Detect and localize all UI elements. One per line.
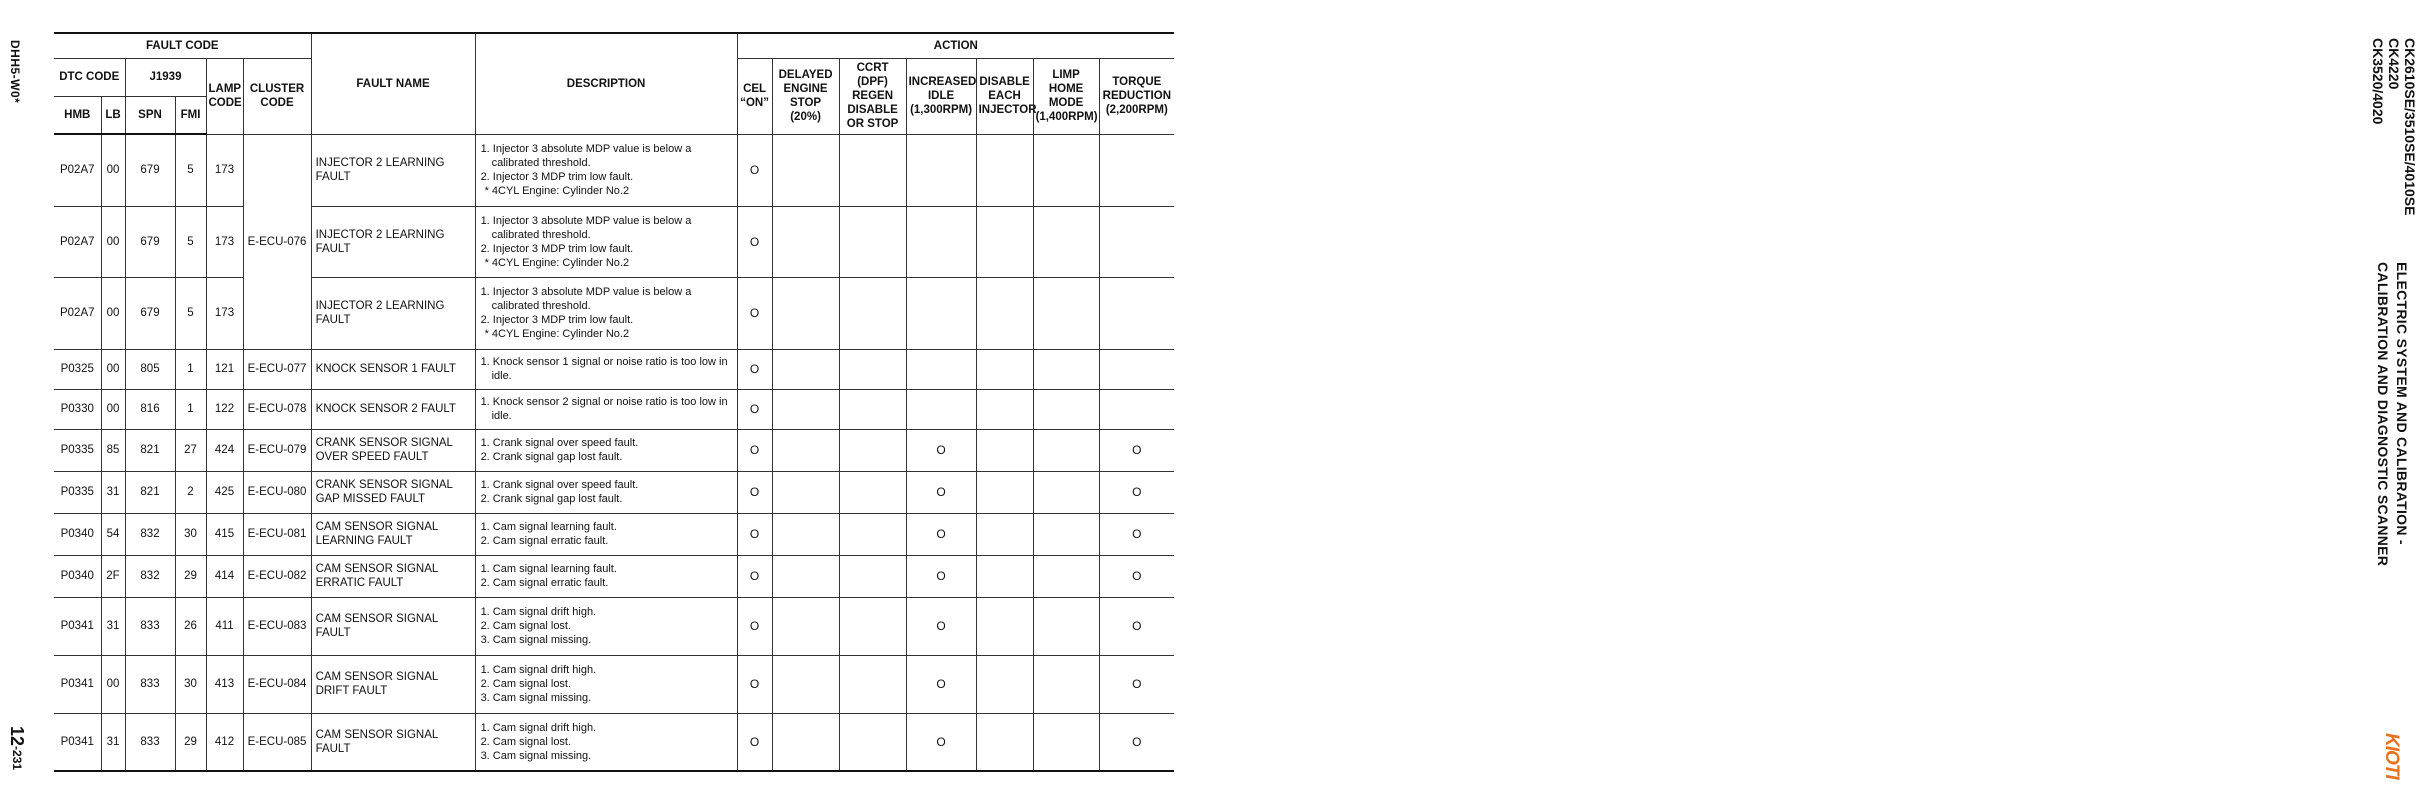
hmb-cell: P0335	[54, 471, 101, 513]
table-row	[54, 555, 1174, 597]
action-mark: O	[1132, 734, 1142, 749]
lb-cell: 00	[101, 277, 125, 349]
lamp-code-cell: 415	[206, 513, 243, 555]
description-cell	[475, 513, 737, 555]
action-idle-cell	[906, 655, 976, 713]
lamp-code-cell: 412	[206, 713, 243, 771]
action-delayed-cell	[772, 597, 839, 655]
action-mark: O	[936, 677, 946, 691]
fmi-cell: 5	[175, 206, 206, 277]
left-margin	[0, 0, 50, 797]
action-ccrt-cell	[839, 597, 906, 655]
action-mark: O	[1132, 527, 1142, 541]
action-idle-cell	[906, 277, 976, 349]
action-idle-cell	[906, 134, 976, 206]
action-ccrt-cell	[839, 555, 906, 597]
header-fmi: FMI	[175, 96, 206, 134]
hmb-cell: P0341	[54, 597, 101, 655]
cluster-code-cell: E-ECU-083	[243, 597, 311, 655]
action-torque-cell	[1099, 555, 1174, 597]
description-line: 2. Injector 3 MDP trim low fault.	[480, 314, 634, 326]
model-line: CK3520/4020	[2370, 38, 2386, 125]
page-number	[6, 726, 27, 770]
action-mark: O	[749, 527, 760, 541]
spn-cell: 833	[125, 713, 175, 771]
description-line: 2. Cam signal lost.	[480, 678, 572, 690]
action-delayed-cell	[772, 389, 839, 429]
action-delayed-cell	[772, 513, 839, 555]
table-row	[54, 513, 1174, 555]
action-delayed-cell	[772, 713, 839, 771]
action-mark: O	[749, 306, 760, 320]
header-dtc-code: DTC CODE	[54, 58, 125, 96]
description-cell	[475, 134, 737, 206]
action-cel-cell	[737, 429, 772, 471]
model-line: CK2610SE/3510SE/4010SE	[2402, 38, 2418, 216]
cluster-code-cell: E-ECU-080	[243, 471, 311, 513]
spn-cell: 679	[125, 134, 175, 206]
spn-cell: 805	[125, 349, 175, 389]
header-description: DESCRIPTION	[475, 33, 737, 134]
table-row	[54, 471, 1174, 513]
action-ccrt-cell	[839, 471, 906, 513]
fault-name-cell: KNOCK SENSOR 1 FAULT	[311, 349, 475, 389]
action-limp-cell	[1033, 471, 1099, 513]
cluster-code-cell: E-ECU-077	[243, 349, 311, 389]
action-limp-cell	[1033, 277, 1099, 349]
fmi-cell: 27	[175, 429, 206, 471]
action-ccrt-cell	[839, 713, 906, 771]
description-line: 1. Injector 3 absolute MDP value is below a calibrated threshold.	[480, 286, 692, 312]
action-delayed-cell	[772, 555, 839, 597]
hmb-cell: P0341	[54, 713, 101, 771]
action-mark: O	[1132, 485, 1142, 499]
action-cel-cell	[737, 349, 772, 389]
lb-cell: 31	[101, 713, 125, 771]
action-mark: O	[1132, 619, 1142, 633]
action-cel-cell	[737, 206, 772, 277]
cluster-code-cell: E-ECU-084	[243, 655, 311, 713]
action-limp-cell	[1033, 206, 1099, 277]
action-mark: O	[1132, 443, 1142, 457]
fmi-cell: 26	[175, 597, 206, 655]
action-torque-cell	[1099, 429, 1174, 471]
header-fault-name: FAULT NAME	[311, 33, 475, 134]
description-cell	[475, 277, 737, 349]
action-mark: O	[749, 485, 760, 499]
fault-rows	[54, 134, 1174, 771]
table-row	[54, 429, 1174, 471]
action-disable-cell	[976, 555, 1033, 597]
fault-name-cell: INJECTOR 2 LEARNING FAULT	[311, 206, 475, 277]
lamp-code-cell: 121	[206, 349, 243, 389]
action-idle-cell	[906, 429, 976, 471]
fmi-cell: 30	[175, 513, 206, 555]
description-cell	[475, 471, 737, 513]
action-torque-cell	[1099, 655, 1174, 713]
action-limp-cell	[1033, 349, 1099, 389]
fmi-cell: 5	[175, 134, 206, 206]
header-cel-on: CEL “ON”	[737, 58, 772, 134]
description-line: 3. Cam signal missing.	[480, 692, 592, 704]
description-line: 2. Cam signal erratic fault.	[480, 577, 609, 589]
description-line: 2. Crank signal gap lost fault.	[480, 451, 623, 463]
description-cell	[475, 349, 737, 389]
lamp-code-cell: 411	[206, 597, 243, 655]
description-cell	[475, 555, 737, 597]
section-title-line: CALIBRATION AND DIAGNOSTIC SCANNER	[2375, 262, 2391, 567]
action-cel-cell	[737, 277, 772, 349]
action-cel-cell	[737, 471, 772, 513]
action-torque-cell	[1099, 277, 1174, 349]
action-limp-cell	[1033, 713, 1099, 771]
hmb-cell: P0340	[54, 513, 101, 555]
action-delayed-cell	[772, 471, 839, 513]
action-limp-cell	[1033, 555, 1099, 597]
lb-cell: 00	[101, 389, 125, 429]
description-line: * 4CYL Engine: Cylinder No.2	[484, 256, 630, 269]
hmb-cell: P02A7	[54, 134, 101, 206]
action-torque-cell	[1099, 206, 1174, 277]
hmb-cell: P0340	[54, 555, 101, 597]
action-cel-cell	[737, 713, 772, 771]
action-ccrt-cell	[839, 429, 906, 471]
action-limp-cell	[1033, 655, 1099, 713]
action-disable-cell	[976, 597, 1033, 655]
header-j1939: J1939	[125, 58, 206, 96]
description-line: * 4CYL Engine: Cylinder No.2	[484, 185, 630, 197]
action-mark: O	[749, 677, 760, 691]
spn-cell: 816	[125, 389, 175, 429]
header-delayed-engine-stop: DELAYED ENGINE STOP (20%)	[772, 58, 839, 134]
action-disable-cell	[976, 349, 1033, 389]
action-mark: O	[749, 443, 760, 457]
header-lb: LB	[101, 96, 125, 134]
hmb-cell: P0330	[54, 389, 101, 429]
lamp-code-cell: 425	[206, 471, 243, 513]
table-row	[54, 389, 1174, 429]
lamp-code-cell: 424	[206, 429, 243, 471]
action-mark: O	[749, 163, 760, 177]
action-mark: O	[936, 569, 946, 583]
fault-name-cell: CAM SENSOR SIGNAL ERRATIC FAULT	[311, 555, 475, 597]
lamp-code-cell: 413	[206, 655, 243, 713]
action-ccrt-cell	[839, 134, 906, 206]
action-mark: O	[936, 485, 946, 499]
lb-cell: 2F	[101, 555, 125, 597]
fmi-cell: 2	[175, 471, 206, 513]
spn-cell: 821	[125, 471, 175, 513]
action-mark: O	[936, 527, 946, 541]
table-row	[54, 134, 1174, 206]
action-mark: O	[749, 569, 760, 583]
header-action: ACTION	[737, 33, 1174, 58]
description-line: 1. Crank signal over speed fault.	[480, 437, 639, 449]
lb-cell: 85	[101, 429, 125, 471]
action-mark: O	[749, 402, 760, 416]
model-list	[2370, 38, 2418, 215]
action-cel-cell	[737, 389, 772, 429]
lb-cell: 00	[101, 349, 125, 389]
action-ccrt-cell	[839, 277, 906, 349]
action-idle-cell	[906, 713, 976, 771]
spn-cell: 833	[125, 597, 175, 655]
lb-cell: 31	[101, 597, 125, 655]
description-cell	[475, 713, 737, 771]
table-row	[54, 713, 1174, 771]
lb-cell: 00	[101, 134, 125, 206]
action-disable-cell	[976, 389, 1033, 429]
description-cell	[475, 389, 737, 429]
chapter-number: 12	[7, 726, 27, 747]
action-mark: O	[1132, 677, 1142, 691]
cluster-code-cell: E-ECU-079	[243, 429, 311, 471]
action-limp-cell	[1033, 134, 1099, 206]
action-torque-cell	[1099, 513, 1174, 555]
lamp-code-cell: 122	[206, 389, 243, 429]
action-mark: O	[1132, 569, 1142, 583]
header-limp-home: LIMP HOME MODE (1,400RPM)	[1033, 58, 1099, 134]
description-line: 2. Cam signal lost.	[480, 735, 572, 748]
action-idle-cell	[906, 349, 976, 389]
spn-cell: 679	[125, 277, 175, 349]
document-code: DHH5-W0*	[8, 40, 22, 104]
action-disable-cell	[976, 429, 1033, 471]
action-disable-cell	[976, 206, 1033, 277]
section-title	[2373, 262, 2411, 566]
header-increased-idle: INCREASED IDLE (1,300RPM)	[906, 58, 976, 134]
lamp-code-cell: 173	[206, 134, 243, 206]
model-line: CK4220	[2386, 38, 2402, 90]
cluster-code-cell: E-ECU-081	[243, 513, 311, 555]
description-line: 1. Knock sensor 1 signal or noise ratio is too low in idle.	[480, 356, 728, 382]
fmi-cell: 30	[175, 655, 206, 713]
description-cell	[475, 597, 737, 655]
cluster-code-cell: E-ECU-085	[243, 713, 311, 771]
table-row	[54, 277, 1174, 349]
action-torque-cell	[1099, 471, 1174, 513]
lb-cell: 31	[101, 471, 125, 513]
action-limp-cell	[1033, 389, 1099, 429]
header-torque-reduction: TORQUE REDUCTION (2,200RPM)	[1099, 58, 1174, 134]
action-idle-cell	[906, 555, 976, 597]
header-lamp-code: LAMP CODE	[206, 58, 243, 134]
header-disable-injector: DISABLE EACH INJECTOR	[976, 58, 1033, 134]
action-idle-cell	[906, 513, 976, 555]
section-title-line: ELECTRIC SYSTEM AND CALIBRATION -	[2394, 262, 2410, 545]
description-line: 1. Cam signal learning fault.	[480, 521, 617, 533]
action-delayed-cell	[772, 277, 839, 349]
hmb-cell: P02A7	[54, 277, 101, 349]
fmi-cell: 29	[175, 555, 206, 597]
spn-cell: 821	[125, 429, 175, 471]
action-delayed-cell	[772, 134, 839, 206]
action-cel-cell	[737, 555, 772, 597]
action-cel-cell	[737, 655, 772, 713]
action-disable-cell	[976, 713, 1033, 771]
description-line: 1. Cam signal drift high.	[480, 664, 597, 676]
spn-cell: 832	[125, 555, 175, 597]
table-row	[54, 597, 1174, 655]
fmi-cell: 1	[175, 389, 206, 429]
lamp-code-cell: 173	[206, 206, 243, 277]
fault-name-cell: CAM SENSOR SIGNAL FAULT	[311, 597, 475, 655]
fault-name-cell: INJECTOR 2 LEARNING FAULT	[311, 134, 475, 206]
brand-logo: KIOTI	[2381, 733, 2402, 779]
action-mark: O	[936, 734, 946, 749]
description-line: * 4CYL Engine: Cylinder No.2	[484, 328, 630, 340]
action-torque-cell	[1099, 713, 1174, 771]
table-row	[54, 655, 1174, 713]
fault-code-table	[54, 32, 1174, 772]
lamp-code-cell: 414	[206, 555, 243, 597]
action-limp-cell	[1033, 597, 1099, 655]
fault-name-cell: CRANK SENSOR SIGNAL GAP MISSED FAULT	[311, 471, 475, 513]
hmb-cell: P0341	[54, 655, 101, 713]
action-idle-cell	[906, 206, 976, 277]
description-line: 1. Knock sensor 2 signal or noise ratio is too low in idle.	[480, 396, 728, 422]
description-cell	[475, 429, 737, 471]
description-line: 2. Injector 3 MDP trim low fault.	[480, 171, 634, 183]
fault-name-cell: CAM SENSOR SIGNAL DRIFT FAULT	[311, 655, 475, 713]
action-mark: O	[936, 619, 946, 633]
header-cluster-code: CLUSTER CODE	[243, 58, 311, 134]
description-cell	[475, 655, 737, 713]
action-delayed-cell	[772, 655, 839, 713]
table-row	[54, 349, 1174, 389]
table-row	[54, 206, 1174, 277]
description-line: 2. Crank signal gap lost fault.	[480, 493, 623, 505]
action-mark: O	[936, 443, 946, 457]
action-mark: O	[749, 234, 760, 249]
action-mark: O	[749, 734, 760, 749]
action-ccrt-cell	[839, 513, 906, 555]
lb-cell: 00	[101, 655, 125, 713]
action-disable-cell	[976, 134, 1033, 206]
action-mark: O	[749, 362, 760, 376]
spn-cell: 679	[125, 206, 175, 277]
fault-name-cell: CAM SENSOR SIGNAL FAULT	[311, 713, 475, 771]
hmb-cell: P0325	[54, 349, 101, 389]
description-line: 1. Cam signal drift high.	[480, 721, 597, 734]
action-cel-cell	[737, 597, 772, 655]
description-line: 3. Cam signal missing.	[480, 634, 592, 646]
description-line: 1. Cam signal drift high.	[480, 606, 597, 618]
action-disable-cell	[976, 655, 1033, 713]
action-limp-cell	[1033, 429, 1099, 471]
action-ccrt-cell	[839, 389, 906, 429]
action-delayed-cell	[772, 206, 839, 277]
action-torque-cell	[1099, 134, 1174, 206]
action-mark: O	[749, 619, 760, 633]
action-idle-cell	[906, 389, 976, 429]
action-limp-cell	[1033, 513, 1099, 555]
right-margin	[1180, 0, 2418, 797]
description-line: 1. Injector 3 absolute MDP value is below a calibrated threshold.	[480, 143, 692, 169]
fault-name-cell: CAM SENSOR SIGNAL LEARNING FAULT	[311, 513, 475, 555]
fmi-cell: 1	[175, 349, 206, 389]
fault-name-cell: INJECTOR 2 LEARNING FAULT	[311, 277, 475, 349]
header-spn: SPN	[125, 96, 175, 134]
action-cel-cell	[737, 134, 772, 206]
fault-name-cell: KNOCK SENSOR 2 FAULT	[311, 389, 475, 429]
hmb-cell: P0335	[54, 429, 101, 471]
action-disable-cell	[976, 513, 1033, 555]
action-torque-cell	[1099, 597, 1174, 655]
action-idle-cell	[906, 597, 976, 655]
fmi-cell: 5	[175, 277, 206, 349]
spn-cell: 832	[125, 513, 175, 555]
header-fault-code: FAULT CODE	[54, 33, 311, 58]
description-line: 3. Cam signal missing.	[480, 749, 592, 762]
action-ccrt-cell	[839, 349, 906, 389]
description-line: 2. Cam signal lost.	[480, 620, 572, 632]
fmi-cell: 29	[175, 713, 206, 771]
spn-cell: 833	[125, 655, 175, 713]
description-line: 1. Cam signal learning fault.	[480, 563, 617, 575]
description-line: 2. Cam signal erratic fault.	[480, 535, 609, 547]
action-torque-cell	[1099, 389, 1174, 429]
fault-name-cell: CRANK SENSOR SIGNAL OVER SPEED FAULT	[311, 429, 475, 471]
lb-cell: 54	[101, 513, 125, 555]
description-line: 1. Crank signal over speed fault.	[480, 479, 639, 491]
action-cel-cell	[737, 513, 772, 555]
hmb-cell: P02A7	[54, 206, 101, 277]
header-hmb: HMB	[54, 96, 101, 134]
action-delayed-cell	[772, 429, 839, 471]
action-torque-cell	[1099, 349, 1174, 389]
lb-cell: 00	[101, 206, 125, 277]
header-ccrt-regen: CCRT (DPF) REGEN DISABLE OR STOP	[839, 58, 906, 134]
lamp-code-cell: 173	[206, 277, 243, 349]
action-idle-cell	[906, 471, 976, 513]
cluster-code-cell: E-ECU-082	[243, 555, 311, 597]
description-line: 1. Injector 3 absolute MDP value is below a calibrated threshold.	[480, 214, 692, 241]
action-disable-cell	[976, 471, 1033, 513]
cluster-code-cell: E-ECU-076	[243, 134, 311, 349]
page-number-value: -231	[10, 746, 24, 771]
description-line: 2. Injector 3 MDP trim low fault.	[480, 242, 634, 255]
action-disable-cell	[976, 277, 1033, 349]
cluster-code-cell: E-ECU-078	[243, 389, 311, 429]
description-cell	[475, 206, 737, 277]
action-delayed-cell	[772, 349, 839, 389]
action-ccrt-cell	[839, 206, 906, 277]
action-ccrt-cell	[839, 655, 906, 713]
